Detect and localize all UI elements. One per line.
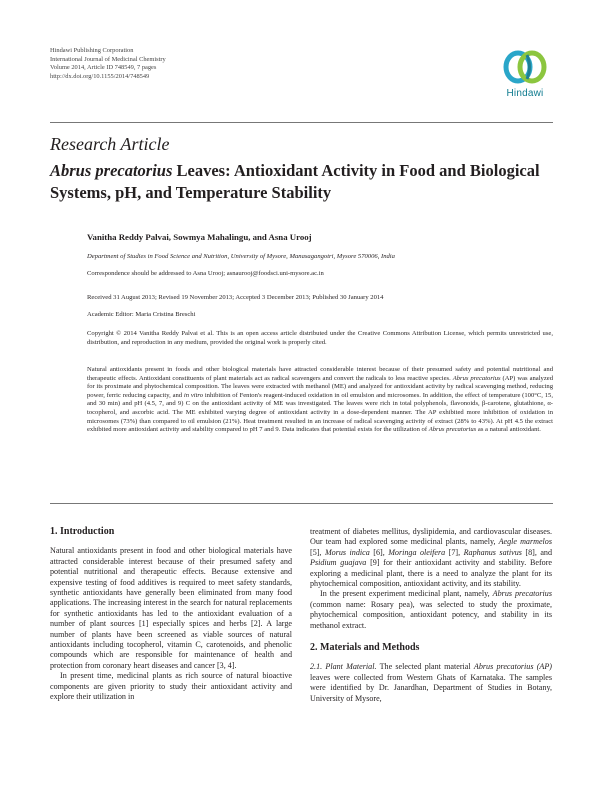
species-name: Abrus precatorius <box>492 589 553 599</box>
species-name: Morus indica <box>324 547 370 557</box>
text-run: [7], <box>445 547 464 557</box>
text-run: [5], <box>310 547 325 557</box>
affiliation: Department of Studies in Food Science and Nutrition, University of Mysore, Manasagangotri, Mysore 570006, India <box>87 253 395 260</box>
title-rest: Leaves: Antioxidant Activity in Food and Biological Systems, pH, and Temperature Stability <box>50 161 540 202</box>
text-run: [6], <box>369 547 389 557</box>
authors: Vanitha Reddy Palvai, Sowmya Mahalingu, and Asna Urooj <box>87 232 312 242</box>
text-run: leaves were collected from Western Ghats of Karnataka. The samples were identified by Dr. Janardhan, Department of Studies in Botany, University of Mysore, <box>310 672 552 703</box>
publisher: Hindawi Publishing Corporation <box>50 47 134 54</box>
abstract-text: as a natural antioxidant. <box>476 426 541 434</box>
methods-paragraph <box>310 662 552 704</box>
page-title <box>50 160 550 204</box>
left-column <box>50 527 292 703</box>
abstract <box>87 366 553 435</box>
journal-name: International Journal of Medicinal Chemistry <box>50 55 166 63</box>
logo-text: Hindawi <box>506 88 544 99</box>
text-run: The selected plant material <box>376 662 474 672</box>
abstract-text: inhibition of Fenton's reagent-induced oxidation in oil emulsion and microsomes. In addition, the effect of temperature (100°C, 15, and 30 min) and pH (4.5, 7, and 9) C on the antioxidant activity of ME was investigated. The leaves were rich in total polyphenols, flavonoids, β-carotene, glutathione, α-tocopherol, and ascorbic acid. The ME exhibited varying degree of antioxidant activity in a dose-dependent manner. The AP exhibited more inhibition of oxidation in microsomes (73%) than compared to oil emulsion (21%). Heat treatment resulted in an increase of radical scavenging activity of extract (28% to 43%). At pH 4.5 the extract exhibited more antioxidant activity and stability compared to pH 7 and 9. Data indicates that potential exists for the utilization of <box>87 391 553 434</box>
title-species: Abrus precatorius <box>50 161 173 180</box>
correspondence: Correspondence should be addressed to Asna Urooj; asnaurooj@foodsci.uni-mysore.ac.in <box>87 270 324 277</box>
text-run: treatment of diabetes mellitus, dyslipidemia, and cardiovascular diseases. Our team had explored some medicinal plants, namely, <box>310 527 552 547</box>
doi-link[interactable]: http://dx.doi.org/10.1155/2014/748549 <box>50 72 150 80</box>
publication-dates: Received 31 August 2013; Revised 19 November 2013; Accepted 3 December 2013; Published 30 January 2014 <box>87 294 384 301</box>
hindawi-logo <box>497 47 553 99</box>
intro-paragraph: Natural antioxidants present in food and other biological materials have attracted considerable interest because of their presumed safety and potential nutritional and therapeutic effects. Because extensive and expensive testing of food additives is required to meet safety standards, synthetic antioxidants have generally been eliminated from many food applications. The increasing interest in the search for natural replacements for synthetic antioxidants has led to the antioxidant evaluation of a number of plant sources [1] especially spices and herbs [2]. A large number of plants have been screened as viable sources of natural antioxidants including tocopherol, vitamin C, carotenoids, and phenolic compounds which are responsible for maintenance of health and protection from coronary heart diseases and cancer [3, 4]. <box>50 546 292 670</box>
text-run: [9] for their antioxidant activity and stability. Before exploring a medicinal plant, there is a need to analyze the plant for its phytochemical composition, antioxidant activity, and its stability. <box>310 558 552 589</box>
text-run: (common name: Rosary pea), was selected to study the proximate, phytochemical composition, antioxidant potency, and stability in its methanol extract. <box>310 599 552 630</box>
text-run: [8], and <box>521 547 553 557</box>
header-divider <box>50 122 553 123</box>
article-type: Research Article <box>50 134 170 154</box>
species-name: Aegle marmelos <box>498 537 552 547</box>
body-paragraph <box>310 527 552 589</box>
section-heading-methods: 2. Materials and Methods <box>310 642 420 654</box>
subsection-heading: 2.1. Plant Material. <box>310 662 377 672</box>
abstract-species: Abrus precatorius <box>428 426 477 434</box>
abstract-text: (AP) was analyzed for its proximate and phytochemical composition. The leaves were extracted with methanol (ME) and analyzed for antioxidant activity by radical scavenging method, reducing power, ferric reducing capacity, and <box>87 374 553 399</box>
abstract-in-vitro: in vitro <box>183 391 204 399</box>
text-run: In the present experiment medicinal plant, namely, <box>320 589 493 599</box>
volume-line: Volume 2014, Article ID 748549, 7 pages <box>50 64 157 72</box>
copyright-notice: Copyright © 2014 Vanitha Reddy Palvai et al. This is an open access article distributed under the Creative Commons Attribution License, which permits unrestricted use, distribution, and reproduction in any medium, provided the original work is properly cited. <box>87 330 553 346</box>
hindawi-logo-icon <box>503 47 547 87</box>
species-name: Abrus precatorius (AP) <box>473 662 552 672</box>
abstract-text: Natural antioxidants present in foods and other biological materials have attracted considerable interest because of their presumed safety and potential nutritional and therapeutic effects. Antioxidant constituents of plant materials act as radical scavengers and convert the radicals to less reactive species. <box>87 366 553 382</box>
species-name: Raphanus sativus <box>463 547 522 557</box>
section-heading-introduction: 1. Introduction <box>50 526 115 537</box>
abstract-divider <box>50 503 553 504</box>
journal-header <box>50 47 166 81</box>
right-column <box>310 527 552 704</box>
academic-editor: Academic Editor: Maria Cristina Breschi <box>87 311 196 318</box>
body-paragraph <box>310 589 552 631</box>
species-name: Moringa oleifera <box>388 547 446 557</box>
abstract-species: Abrus precatorius <box>452 374 501 382</box>
intro-paragraph: In present time, medicinal plants as rich source of natural bioactive components are given priority to study their antioxidant activity and explore their utilization in <box>50 671 292 702</box>
species-name: Psidium guajava <box>310 558 367 568</box>
